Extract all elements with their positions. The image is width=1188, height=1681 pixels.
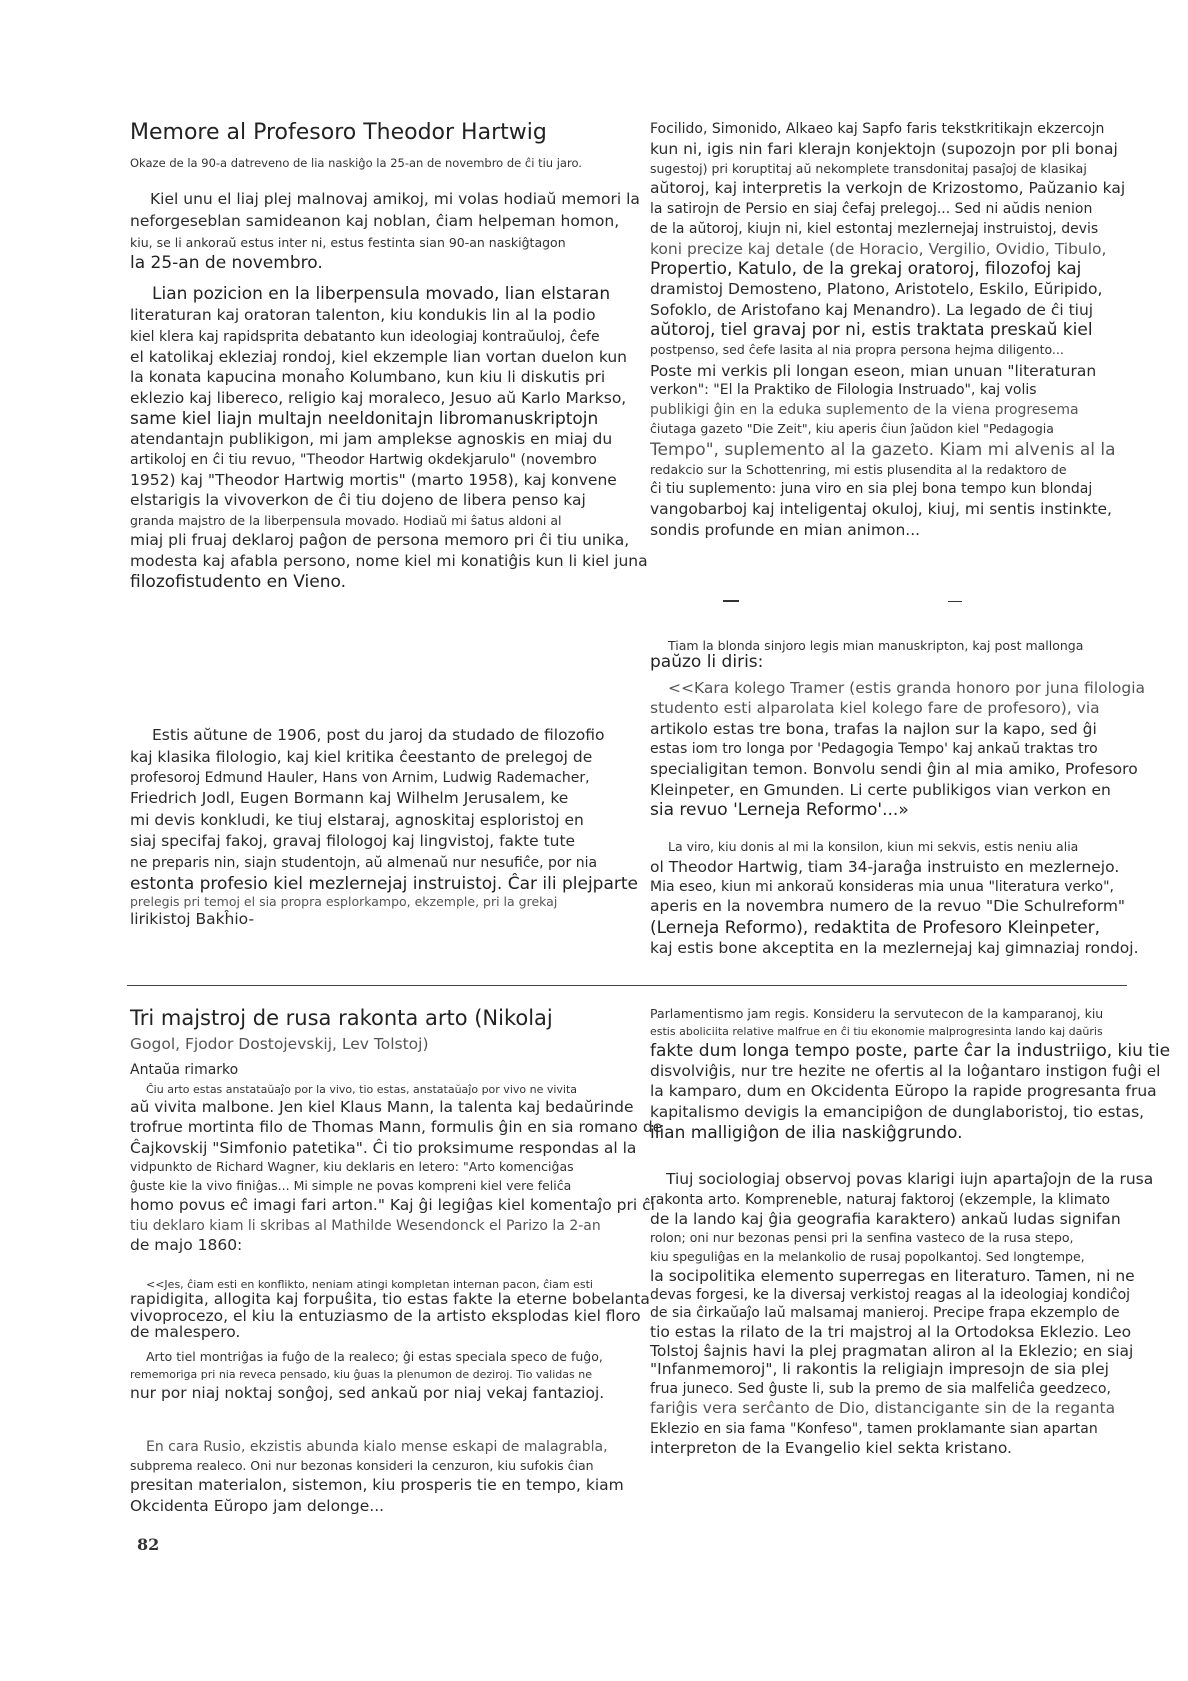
text-line: Friedrich Jodl, Eugen Bormann kaj Wilhelm Jerusalem, ke bbox=[130, 789, 569, 807]
text-line: studento esti alparolata kiel kolego fare de profesoro), via bbox=[650, 699, 1100, 717]
text-line: literaturan kaj oratoran talenton, kiu kondukis lin al la podio bbox=[130, 306, 596, 324]
text-line: neforgeseblan samideanon kaj noblan, ĉiam helpeman homon, bbox=[130, 212, 620, 230]
text-line: mi devis konkludi, ke tiuj elstaraj, agnoskitaj esploristoj en bbox=[130, 810, 584, 829]
paragraph bbox=[650, 1170, 1154, 1457]
text-line: vivoprocezo, el kiu la entuziasmo de la artisto eksplodas kiel floro bbox=[130, 1306, 641, 1325]
text-line: Ĉajkovskij "Simfonio patetika". Ĉi tio proksimume respondas al la bbox=[130, 1138, 637, 1157]
text-line: "Infanmemoroj", li rakontis la religiajn impresojn de sia plej bbox=[650, 1359, 1109, 1378]
text-line: artikoloj en ĉi tiu revuo, "Theodor Hartwig okdekjarulo" (novembro bbox=[130, 451, 597, 468]
text-line: el katolikaj ekleziaj rondoj, kiel ekzemple lian vortan duelon kun bbox=[130, 347, 627, 366]
text-line: publikigi ĝin en la eduka suplemento de la viena progresema bbox=[650, 402, 1079, 418]
text-line: artikolo estas tre bona, trafas la najlon sur la kapo, sed ĝi bbox=[650, 719, 1097, 738]
article1-left-column bbox=[130, 120, 648, 592]
text-line: kapitalismo devigis la emancipiĝon de dunglaboristoj, tio estas, bbox=[650, 1102, 1145, 1121]
text-line: rolon; oni nur bezonas pensi pri la senfina vasteco de la rusa stepo, bbox=[650, 1230, 1074, 1245]
text-line: interpreton de la Evangelio kiel sekta kristano. bbox=[650, 1438, 1012, 1457]
text-line: Kleinpeter, en Gmunden. Li certe publikigos vian verkon en bbox=[650, 780, 1111, 799]
text-line: aŭ vivita malbone. Jen kiel Klaus Mann, la talenta kaj bedaŭrinde bbox=[130, 1097, 634, 1116]
text-line: aŭtoroj, kaj interpretis la verkojn de Krizostomo, Paŭzanio kaj bbox=[650, 179, 1126, 197]
text-line: disvolviĝis, nur tre hezite ne ofertis al la loĝantaro instigon fuĝi el bbox=[650, 1061, 1161, 1080]
text-line: devas forgesi, ke la diversaj verkistoj reagas al la ideologiaj kondiĉoj bbox=[650, 1286, 1131, 1303]
article2-left-column bbox=[130, 1006, 663, 1515]
text-line: estis aboliciita relative malfrue en ĉi tiu ekonomie malprogresinta lando kaj daŭris bbox=[650, 1024, 1103, 1038]
text-line: kiu speguliĝas en la melankolio de rusaj popolkantoj. Sed longtempe, bbox=[650, 1248, 1085, 1264]
section-label: Antaŭa rimarko bbox=[130, 1061, 239, 1078]
text-line: Sofoklo, de Aristofano kaj Menandro). La legado de ĉi tiuj bbox=[650, 300, 1094, 319]
article-title-continued: Gogol, Fjodor Dostojevskij, Lev Tolstoj) bbox=[130, 1035, 429, 1053]
text-line: Propertio, Katulo, de la grekaj oratoroj, filozofoj kaj bbox=[650, 259, 1082, 279]
text-line: vidpunkto de Richard Wagner, kiu deklaris en letero: "Arto komenciĝas bbox=[130, 1159, 574, 1174]
text-line: dramistoj Demosteno, Platono, Aristotelo, Eskilo, Eŭripido, bbox=[650, 280, 1103, 298]
text-line: de sia ĉirkaŭaĵo laŭ malsamaj manieroj. Precipe frapa ekzemplo de bbox=[650, 1304, 1120, 1321]
article-title: Memore al Profesoro Theodor Hartwig bbox=[130, 120, 547, 145]
text-line: la satirojn de Persio en siaj ĉefaj prelegoj... Sed ni aŭdis nenion bbox=[650, 200, 1093, 217]
text-line: nur por niaj noktaj sonĝoj, sed ankaŭ por niaj vekaj fantazioj. bbox=[130, 1384, 605, 1402]
text-line: kiel klera kaj rapidsprita debatanto kun ideologiaj kontraŭuloj, ĉefe bbox=[130, 328, 600, 345]
text-line: <<Jes, ĉiam esti en konflikto, neniam atingi kompletan internan pacon, ĉiam esti bbox=[146, 1278, 593, 1291]
article-subtitle: Okaze de la 90-a datreveno de lia naskiĝo la 25-an de novembro de ĉi tiu jaro. bbox=[130, 156, 582, 170]
text-line: frua juneco. Sed ĝuste li, sub la premo de sia malfeliĉa geedzeco, bbox=[650, 1381, 1111, 1397]
text-line: filozofistudento en Vieno. bbox=[130, 572, 347, 592]
text-line: homo povus eĉ imagi fari arton." Kaj ĝi legiĝas kiel komentaĵo pri ĉi bbox=[130, 1196, 655, 1214]
text-line: kiu, se li ankoraŭ estus inter ni, estus festinta sian 90-an naskiĝtagon bbox=[130, 234, 566, 250]
text-line: sondis profunde en mian animon... bbox=[650, 520, 921, 539]
text-line: Mia eseo, kiun mi ankoraŭ konsideras mia unua "literatura verko", bbox=[650, 879, 1114, 895]
text-line: Tolstoj ŝajnis havi la plej pragmatan aliron al la Eklezio; en siaj bbox=[650, 1342, 1134, 1360]
separator-dash bbox=[723, 600, 739, 602]
quote-paragraph bbox=[650, 678, 1146, 820]
text-line: de la aŭtoroj, kiujn ni, kiel estontaj mezlernejaj instruistoj, devis bbox=[650, 220, 1099, 237]
page-number: 82 bbox=[137, 1535, 160, 1554]
text-line: de majo 1860: bbox=[130, 1235, 243, 1254]
text-line: postpenso, sed ĉefe lasita al nia propra persona hejma diligento... bbox=[650, 342, 1064, 357]
article2-right-column bbox=[650, 1006, 1171, 1457]
text-line: En cara Rusio, ekzistis abunda kialo mense eskapi de malagrabla, bbox=[146, 1438, 608, 1455]
text-line: Estis aŭtune de 1906, post du jaroj da studado de filozofio bbox=[152, 726, 605, 744]
text-line: kaj estis bone akceptita en la mezlernejaj kaj gimnaziaj rondoj. bbox=[650, 938, 1139, 957]
text-line: modesta kaj afabla persono, nome kiel mi konatiĝis kun li kiel juna bbox=[130, 551, 648, 570]
text-line: rapidigita, allogita kaj forpuŝita, tio estas fakte la eterne bobelanta bbox=[130, 1290, 650, 1308]
text-line: la 25-an de novembro. bbox=[130, 253, 323, 273]
text-line: de la lando kaj ĝia geografia karaktero) ankaŭ ludas signifan bbox=[650, 1209, 1121, 1228]
text-line: Tiam la blonda sinjoro legis mian manuskripton, kaj post mallonga bbox=[668, 638, 1084, 653]
text-line: ilian malligiĝon de ilia naskiĝgrundo. bbox=[650, 1123, 963, 1143]
text-line: rememoriga pri nia reveca pensado, kiu ĝuas la plenumon de deziroj. Tio validas ne bbox=[130, 1368, 592, 1381]
text-line: siaj specifaj fakoj, gravaj filologoj kaj lingvistoj, fakte tute bbox=[130, 832, 576, 850]
text-line: Focilido, Simonido, Alkaeo kaj Sapfo faris tekstkritikajn ekzercojn bbox=[650, 121, 1105, 137]
text-line: Tempo", suplemento al la gazeto. Kiam mi alvenis al la bbox=[650, 439, 1116, 460]
text-line: presitan materialon, sistemon, kiu prosperis tie en tempo, kiam bbox=[130, 1476, 624, 1494]
text-line: vangobarboj kaj inteligentaj okuloj, kiuj, mi sentis instinkte, bbox=[650, 500, 1112, 518]
text-line: Ĉiu arto estas anstataŭaĵo por la vivo, tio estas, anstataŭaĵo por vivo ne vivita bbox=[146, 1082, 578, 1096]
text-line: Eklezio en sia fama "Konfeso", tamen proklamante sian apartan bbox=[650, 1420, 1098, 1437]
text-line: Parlamentismo jam regis. Konsideru la servutecon de la kamparanoj, kiu bbox=[650, 1006, 1104, 1021]
paragraph bbox=[650, 122, 1125, 538]
text-line: sia revuo 'Lerneja Reformo'...» bbox=[650, 800, 909, 820]
text-line: lirikistoj Bakĥio- bbox=[130, 910, 255, 928]
text-line: estas iom tro longa por 'Pedagogia Tempo' kaj ankaŭ traktas tro bbox=[650, 741, 1098, 757]
text-line: Poste mi verkis pli longan eseon, mian unuan "literaturan bbox=[650, 361, 1097, 380]
text-line: la kamparo, dum en Okcidenta Eŭropo la rapide progresanta frua bbox=[650, 1082, 1157, 1100]
article1-right-column-continued bbox=[650, 638, 1146, 957]
text-line: de malespero. bbox=[130, 1323, 241, 1341]
text-line: <<Kara kolego Tramer (estis granda honoro por juna filologia bbox=[668, 678, 1146, 697]
text-line: Arto tiel montriĝas ia fuĝo de la realeco; ĝi estas speciala speco de fuĝo, bbox=[146, 1348, 603, 1364]
text-line: aperis en la novembra numero de la revuo "Die Schulreform" bbox=[650, 897, 1126, 915]
article1-left-column-continued bbox=[130, 726, 638, 928]
text-line: kaj klasika filologio, kaj kiel kritika ĉeestanto de prelegoj de bbox=[130, 747, 593, 766]
text-line: ĉiutaga gazeto "Die Zeit", kiu aperis ĉiun ĵaŭdon kiel "Pedagogia bbox=[650, 421, 1054, 436]
paragraph bbox=[650, 839, 1139, 957]
text-line: profesoroj Edmund Hauler, Hans von Arnim, Ludwig Rademacher, bbox=[130, 770, 590, 786]
paragraph bbox=[650, 1006, 1171, 1143]
text-line: prelegis pri temoj el sia propra esplorkampo, ekzemple, pri la grekaj bbox=[130, 893, 558, 909]
text-line: Tiuj sociologiaj observoj povas klarigi iujn apartaĵojn de la rusa bbox=[666, 1170, 1154, 1188]
text-line: sugestoj) pri koruptitaj aŭ nekomplete transdonitaj pasaĵoj de klasikaj bbox=[650, 160, 1087, 176]
paragraph bbox=[130, 284, 648, 592]
separator-dash bbox=[948, 601, 962, 602]
quote-paragraph bbox=[130, 1278, 650, 1341]
text-line: ĉi tiu suplemento: juna viro en sia plej bona tempo kun blondaj bbox=[650, 481, 1093, 497]
quote-paragraph bbox=[130, 1348, 605, 1402]
text-line: ĝuste kie la vivo finiĝas... Mi simple ne povas kompreni kiel vere feliĉa bbox=[130, 1177, 572, 1193]
text-line: subprema realeco. Oni nur bezonas konsideri la cenzuron, kiu sufokis ĉian bbox=[130, 1457, 594, 1473]
section-divider bbox=[127, 985, 1127, 986]
paragraph bbox=[130, 726, 638, 928]
text-line: aŭtoroj, tiel gravaj por ni, estis traktata preskaŭ kiel bbox=[650, 320, 1093, 340]
article-title: Tri majstroj de rusa rakonta arto (Nikolaj bbox=[130, 1006, 553, 1030]
text-line: tiu deklaro kiam li skribas al Mathilde Wesendonck el Parizo la 2-an bbox=[130, 1217, 601, 1234]
text-line: paŭzo li diris: bbox=[650, 651, 764, 672]
text-line: koni precize kaj detale (de Horacio, Vergilio, Ovidio, Tibulo, bbox=[650, 239, 1107, 258]
text-line: kun ni, igis nin fari klerajn konjektojn (supozojn por pli bonaj bbox=[650, 140, 1118, 158]
text-line: ol Theodor Hartwig, tiam 34-jaraĝa instruisto en mezlernejo. bbox=[650, 857, 1120, 876]
text-line: specialigitan temon. Bonvolu sendi ĝin al mia amiko, Profesoro bbox=[650, 760, 1138, 778]
text-line: Kiel unu el liaj plej malnovaj amikoj, mi volas hodiaŭ memori la bbox=[150, 189, 640, 208]
paragraph bbox=[130, 1438, 624, 1515]
paragraph bbox=[130, 189, 640, 273]
text-line: estonta profesio kiel mezlernejaj instruistoj. Ĉar ili plejparte bbox=[130, 873, 638, 894]
text-line: trofrue mortinta filo de Thomas Mann, formulis ĝin en sia romano de bbox=[130, 1118, 663, 1136]
paragraph bbox=[650, 640, 1125, 671]
text-line: 1952) kaj "Theodor Hartwig mortis" (marto 1958), kaj konvene bbox=[130, 470, 617, 489]
article1-right-column bbox=[650, 122, 1125, 538]
paragraph bbox=[130, 1082, 663, 1254]
text-line: la konata kapucina monaĥo Kolumbano, kun kiu li diskutis pri bbox=[130, 368, 606, 386]
text-line: redakcio sur la Schottenring, mi estis plusendita al la redaktoro de bbox=[650, 461, 1067, 477]
text-line: Okcidenta Eŭropo jam delonge... bbox=[130, 1496, 385, 1515]
text-line: elstarigis la vivoverkon de ĉi tiu dojeno de libera penso kaj bbox=[130, 491, 586, 509]
text-line: rakonta arto. Kompreneble, naturaj faktoroj (ekzemple, la klimato bbox=[650, 1191, 1111, 1208]
text-line: granda majstro de la liberpensula movado. Hodiaŭ mi ŝatus aldoni al bbox=[130, 512, 562, 528]
text-line: eklezio kaj libereco, religio kaj moraleco, Jesuo aŭ Karlo Markso, bbox=[130, 388, 627, 407]
text-line: (Lerneja Reformo), redaktita de Profesoro Kleinpeter, bbox=[650, 917, 1101, 938]
text-line: La viro, kiu donis al mi la konsilon, kiun mi sekvis, estis neniu alia bbox=[668, 839, 1079, 854]
text-line: ne preparis nin, siajn studentojn, aŭ almenaŭ nur nesufiĉe, por nia bbox=[130, 854, 598, 871]
text-line: same kiel liajn multajn neeldonitajn libromanuskriptojn bbox=[130, 409, 599, 429]
text-line: Lian pozicion en la liberpensula movado, lian elstaran bbox=[152, 284, 611, 304]
text-line: fakte dum longa tempo poste, parte ĉar la industriigo, kiu tie bbox=[650, 1040, 1171, 1061]
text-line: atendantajn publikigon, mi jam amplekse agnoskis en miaj du bbox=[130, 430, 613, 448]
text-line: miaj pli fruaj deklaroj paĝon de persona memoro pri ĉi tiu unika, bbox=[130, 531, 630, 549]
text-line: verkon": "El la Praktiko de Filologia Instruado", kaj volis bbox=[650, 382, 1037, 398]
text-line: la socipolitika elemento superregas en literaturo. Tamen, ni ne bbox=[650, 1267, 1135, 1285]
text-line: fariĝis vera serĉanto de Dio, distancigante sin de la reganta bbox=[650, 1399, 1116, 1417]
text-line: tio estas la rilato de la tri majstroj al la Ortodoksa Eklezio. Leo bbox=[650, 1322, 1132, 1341]
